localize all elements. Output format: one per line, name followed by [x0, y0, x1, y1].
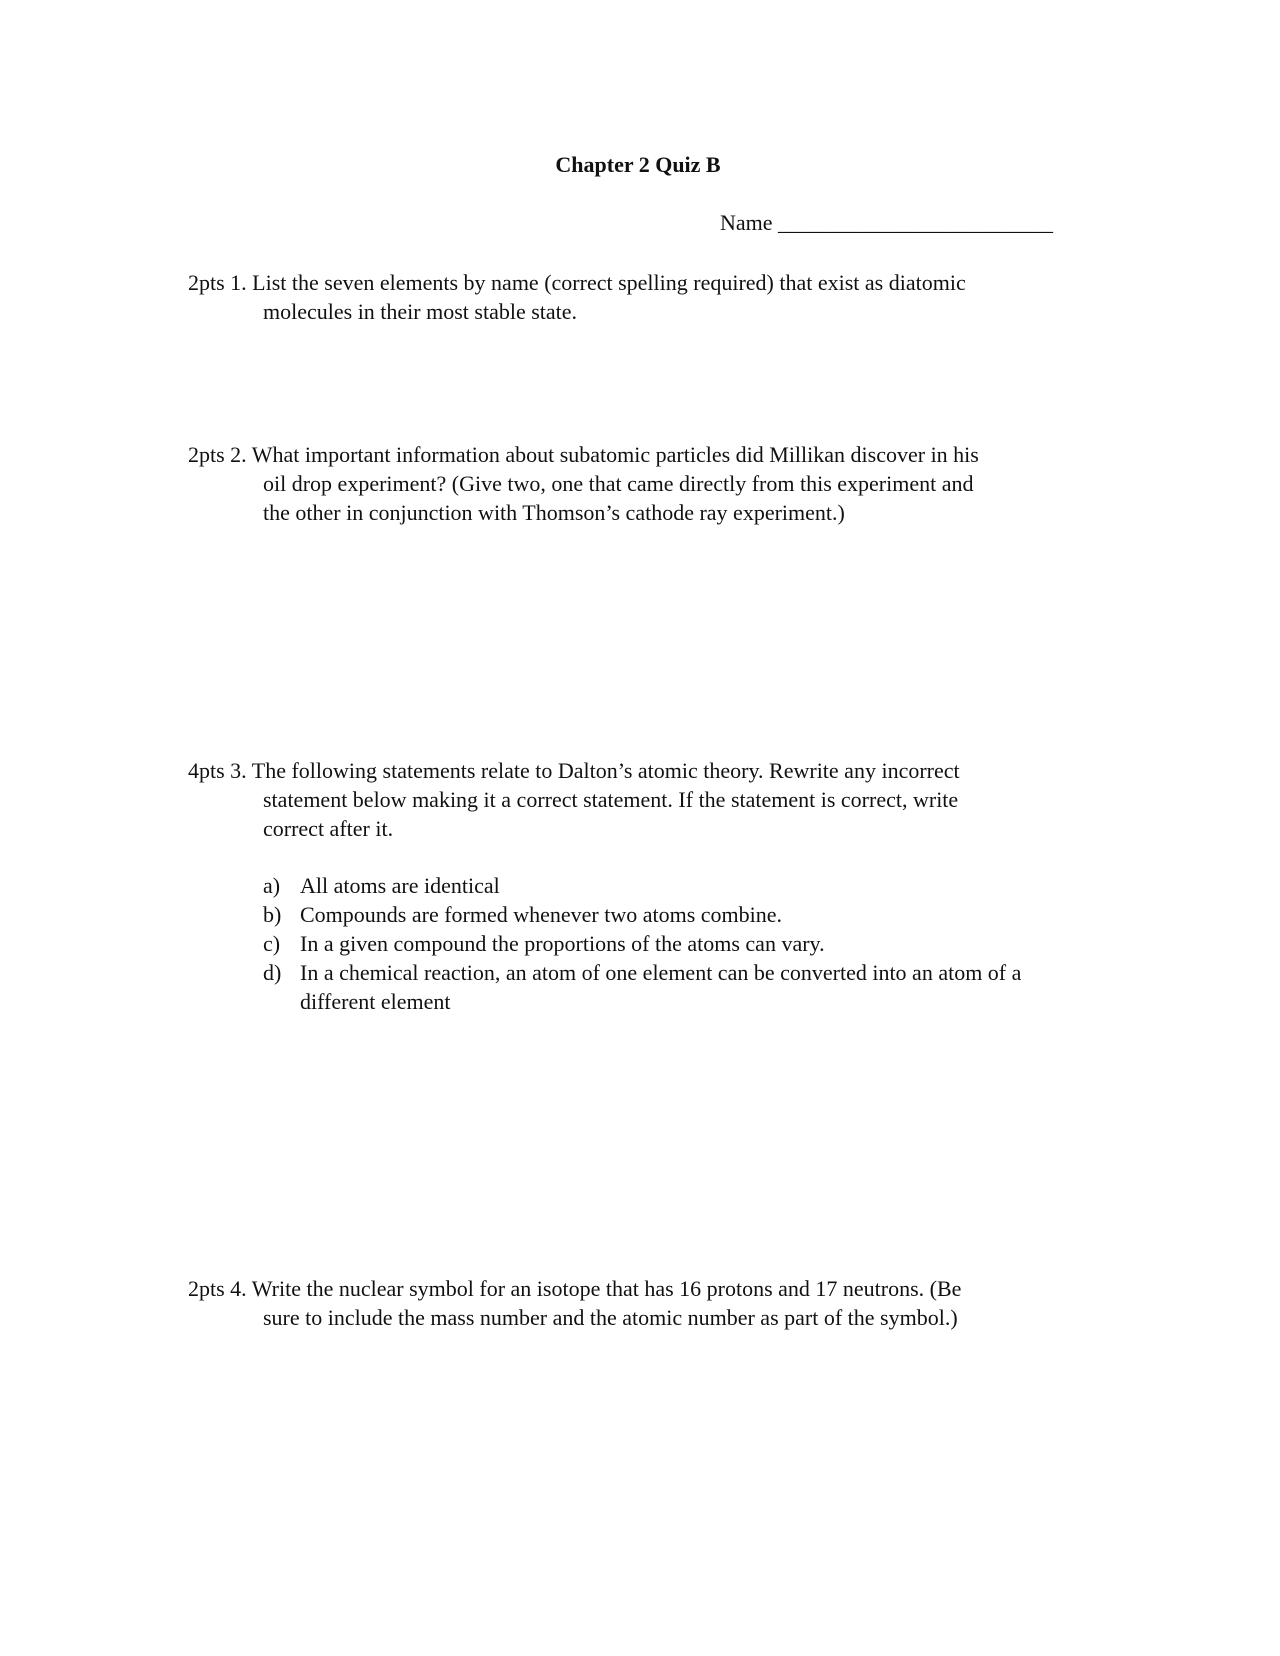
question-4 — [188, 1274, 1088, 1332]
list-item — [263, 871, 1093, 900]
question-text: correct after it. — [263, 816, 394, 841]
question-2 — [188, 440, 1088, 527]
list-item — [263, 958, 1093, 1016]
list-item — [263, 929, 1093, 958]
item-label: c) — [263, 931, 281, 956]
question-text: oil drop experiment? (Give two, one that came directly from this experiment and — [263, 471, 974, 496]
name-label: Name — [720, 210, 773, 235]
name-field — [720, 208, 1053, 237]
question-text: molecules in their most stable state. — [263, 299, 578, 324]
question-3 — [188, 756, 1088, 843]
question-text: statement below making it a correct statement. If the statement is correct, write — [263, 787, 959, 812]
item-text: In a given compound the proportions of the atoms can vary. — [300, 931, 825, 956]
item-label: b) — [263, 902, 282, 927]
item-label: d) — [263, 960, 282, 985]
statement-list — [263, 871, 1093, 1016]
name-blank[interactable]: _________________________ — [778, 210, 1054, 235]
item-text: All atoms are identical — [300, 873, 500, 898]
question-1 — [188, 268, 1088, 326]
item-label: a) — [263, 873, 281, 898]
question-text: 2pts 4. Write the nuclear symbol for an isotope that has 16 protons and 17 neutrons. (Be — [188, 1276, 962, 1301]
question-text: the other in conjunction with Thomson’s cathode ray experiment.) — [263, 500, 845, 525]
item-text: Compounds are formed whenever two atoms combine. — [300, 902, 783, 927]
page-title: Chapter 2 Quiz B — [555, 152, 721, 177]
question-text: 4pts 3. The following statements relate to Dalton’s atomic theory. Rewrite any incorrect — [188, 758, 960, 783]
list-item — [263, 900, 1093, 929]
question-text: 2pts 1. List the seven elements by name (correct spelling required) that exist as diatomic — [188, 270, 966, 295]
question-text: sure to include the mass number and the atomic number as part of the symbol.) — [263, 1305, 958, 1330]
item-text: In a chemical reaction, an atom of one element can be converted into an atom of a different element — [300, 960, 1022, 1014]
question-text: 2pts 2. What important information about subatomic particles did Millikan discover in his — [188, 442, 979, 467]
